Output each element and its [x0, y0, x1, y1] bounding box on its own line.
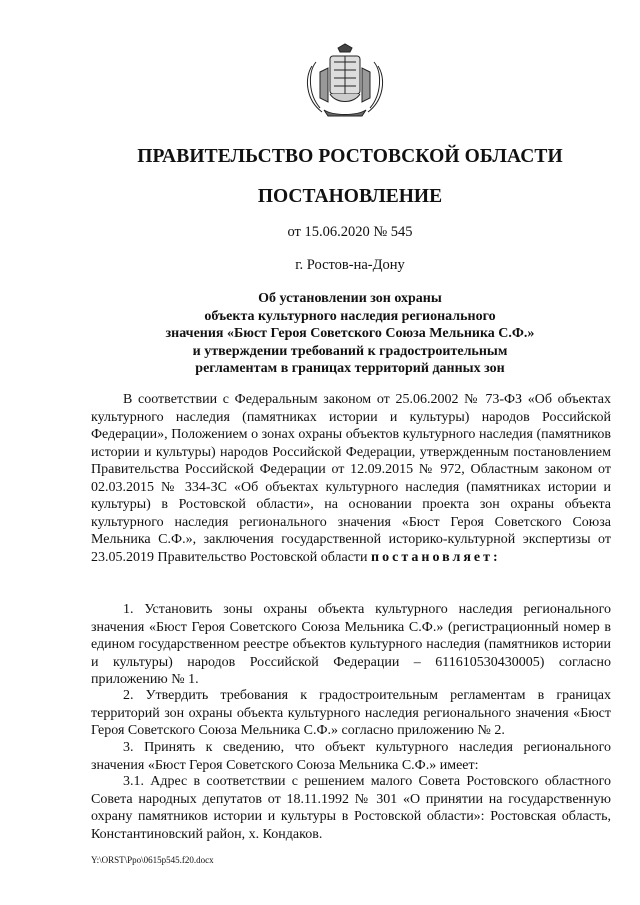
coat-of-arms-emblem [298, 42, 392, 120]
title-line: значения «Бюст Героя Советского Союза Мельника С.Ф.» [165, 326, 535, 342]
item-3: 3. Принять к сведению, что объект культурного наследия регионального значения «Бюст Героя Советского Союза Мельника С.Ф.» имеет: [91, 740, 611, 773]
organization-name: ПРАВИТЕЛЬСТВО РОСТОВСКОЙ ОБЛАСТИ [137, 146, 563, 167]
title-line: Об установлении зон охраны [258, 291, 442, 306]
item-3-1: 3.1. Адрес в соответствии с решением малого Совета Ростовского областного Совета народных депутатов от 18.11.1992 № 301 «О принятии на государственную охрану памятников истории и культуры в Ростовской области»: Ростовская область, Константиновский район, х. Кондаков. [91, 774, 611, 842]
preamble-text: В соответствии с Федеральным законом от 25.06.2002 № 73-ФЗ «Об объектах культурного наследия (памятниках истории и культуры) народов Российской Федерации», Положением о зонах охраны объектов культурного наследия (памятников истории и культуры) народов Российской Федерации, утвержденным постановлением Правительства Российской Федерации от 12.09.2015 № 972, Областным законом от 02.03.2015 № 334-ЗС «Об объектах культурного наследия (памятниках истории и культуры) в Ростовской области», на основании проекта зон охраны объекта культурного наследия регионального значения «Бюст Героя Советского Союза Мельника С.Ф.», заключения государственной историко-культурной экспертизы от 23.05.2019 Правительство Ростовской области [91, 392, 611, 565]
title-line: регламентам в границах территорий данных зон [195, 361, 505, 377]
document-type: ПОСТАНОВЛЕНИЕ [257, 186, 443, 207]
resolves-word: постановляет: [371, 549, 501, 565]
file-path-footer: Y:\ORST\Ppo\0615p545.f20.docx [91, 855, 214, 865]
document-title [0, 290, 640, 378]
document-date-number: от 15.06.2020 № 545 [287, 224, 413, 240]
preamble-paragraph [91, 391, 611, 566]
title-line: и утверждении требований к градостроительным [192, 343, 508, 359]
item-1: 1. Установить зоны охраны объекта культурного наследия регионального значения «Бюст Героя Советского Союза Мельника С.Ф.» (регистрационный номер в едином государственном реестре объектов культурного наследия (памятников истории и культуры) народов Российской Федерации – 611610530430005) согласно приложению № 1. [91, 602, 611, 687]
title-line: объекта культурного наследия регионального [204, 308, 496, 324]
document-city: г. Ростов-на-Дону [295, 257, 405, 273]
item-2: 2. Утвердить требования к градостроительным регламентам в границах территорий зон охраны объекта культурного наследия регионального значения «Бюст Героя Советского Союза Мельника С.Ф.» согласно приложению № 2. [91, 688, 611, 738]
